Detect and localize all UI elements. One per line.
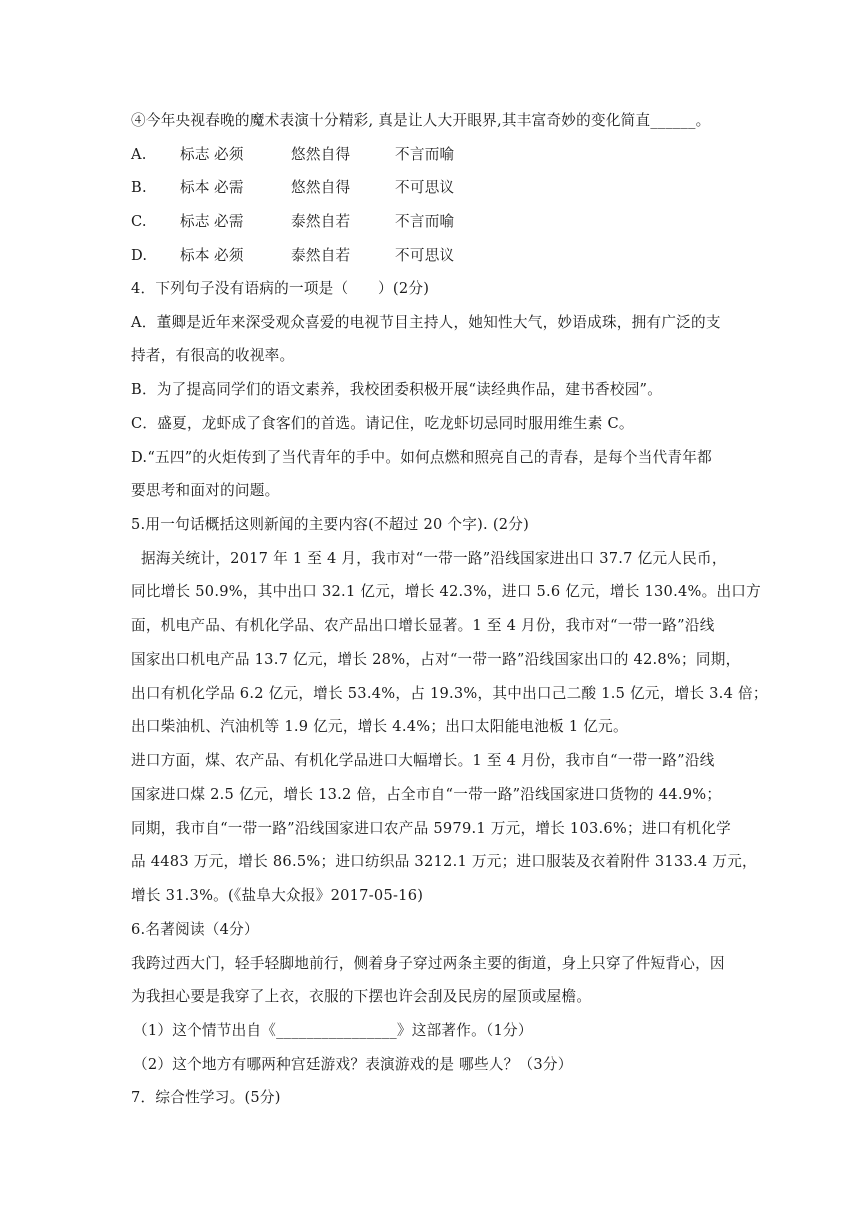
news-paragraph-line: 面，机电产品、有机化学品、农产品出口增长显著。1 至 4 月份，我市对“一带一路”沿线 — [131, 617, 715, 634]
question-6-part-2: （2）这个地方有哪两种宫廷游戏？表演游戏的是 哪些人？（3分） — [133, 1056, 573, 1073]
option-word-2: 必须 — [214, 247, 244, 264]
news-paragraph-line: 国家进口煤 2.5 亿元，增长 13.2 倍，占全市自“一带一路”沿线国家进口货物的 44.9%； — [131, 786, 722, 803]
option-word-1: 标本 — [180, 179, 210, 196]
option-word-4: 不可思议 — [395, 179, 455, 196]
news-paragraph-line: 品 4483 万元，增长 86.5%；进口纺织品 3212.1 万元；进口服装及衣着附件 3133.4 万元， — [131, 853, 757, 870]
option-word-4: 不可思议 — [395, 247, 455, 264]
option-word-2: 必须 — [214, 146, 244, 163]
option-letter: D. — [131, 247, 148, 264]
option-word-3: 悠然自得 — [291, 179, 351, 196]
option-word-4: 不言而喻 — [395, 146, 455, 163]
news-paragraph-line: 同期，我市自“一带一路”沿线国家进口农产品 5979.1 万元，增长 103.6%；进口有机化学 — [131, 820, 731, 837]
option-word-1: 标志 — [180, 213, 210, 230]
question-4-option-a: A．董卿是近年来深受观众喜爱的电视节目主持人，她知性大气，妙语成珠，拥有广泛的支 — [131, 314, 721, 331]
reading-excerpt-line: 我跨过西大门，轻手轻脚地前行，侧着身子穿过两条主要的街道，身上只穿了件短背心，因 — [131, 955, 725, 972]
option-word-4: 不言而喻 — [395, 213, 455, 230]
news-paragraph-line: 进口方面，煤、农产品、有机化学品进口大幅增长。1 至 4 月份，我市自“一带一路”沿线 — [131, 752, 715, 769]
question-4-option-b: B．为了提高同学们的语文素养，我校团委积极开展“读经典作品，建书香校园”。 — [131, 381, 663, 398]
question-5-stem: 5.用一句话概括这则新闻的主要内容(不超过 20 个字). (2分) — [131, 516, 530, 533]
option-letter: B. — [131, 179, 147, 196]
news-paragraph-line: 出口柴油机、汽油机等 1.9 亿元，增长 4.4%；出口太阳能电池板 1 亿元。 — [131, 718, 628, 735]
option-letter: C. — [131, 213, 147, 230]
option-word-1: 标志 — [180, 146, 210, 163]
option-word-2: 必需 — [214, 179, 244, 196]
news-paragraph-line: 国家出口机电产品 13.7 亿元，增长 28%，占对“一带一路”沿线国家出口的 42.8%；同期， — [131, 651, 741, 668]
option-word-3: 泰然自若 — [291, 247, 351, 264]
question-4-option-d-cont: 要思考和面对的问题。 — [131, 482, 280, 499]
question-4-option-a-cont: 持者，有很高的收视率。 — [131, 347, 295, 364]
question-7-heading: 7．综合性学习。(5分) — [131, 1089, 281, 1106]
news-source-line: 增长 31.3%。(《盐阜大众报》2017-05-16) — [131, 887, 424, 904]
reading-excerpt-line: 为我担心要是我穿了上衣，衣服的下摆也许会刮及民房的屋顶或屋檐。 — [131, 988, 592, 1005]
news-paragraph-line: 同比增长 50.9%，其中出口 32.1 亿元，增长 42.3%，进口 5.6 亿元，增长 130.4%。出口方 — [131, 583, 761, 600]
option-word-1: 标本 — [180, 247, 210, 264]
option-word-2: 必需 — [214, 213, 244, 230]
question-3-item-4: ④今年央视春晚的魔术表演十分精彩, 真是让人大开眼界,其丰富奇妙的变化简直______。 — [131, 112, 711, 129]
news-paragraph-line: 据海关统计，2017 年 1 至 4 月，我市对“一带一路”沿线国家进出口 37.7 亿元人民币， — [141, 550, 727, 567]
question-4-option-d: D.“五四”的火炬传到了当代青年的手中。如何点燃和照亮自己的青春，是每个当代青年都 — [131, 449, 712, 466]
option-word-3: 泰然自若 — [291, 213, 351, 230]
option-word-3: 悠然自得 — [291, 146, 351, 163]
question-4-option-c: C．盛夏，龙虾成了食客们的首选。请记住，吃龙虾切忌同时服用维生素 C。 — [131, 415, 634, 432]
question-6-part-1: （1）这个情节出自《________________》这部著作。（1分） — [133, 1022, 533, 1039]
question-4-stem: 4．下列句子没有语病的一项是（ ）(2分) — [131, 280, 430, 297]
question-6-heading: 6.名著阅读（4分） — [131, 921, 259, 938]
option-letter: A. — [131, 146, 147, 163]
news-paragraph-line: 出口有机化学品 6.2 亿元，增长 53.4%，占 19.3%，其中出口己二酸 1.5 亿元，增长 3.4 倍； — [131, 685, 768, 702]
